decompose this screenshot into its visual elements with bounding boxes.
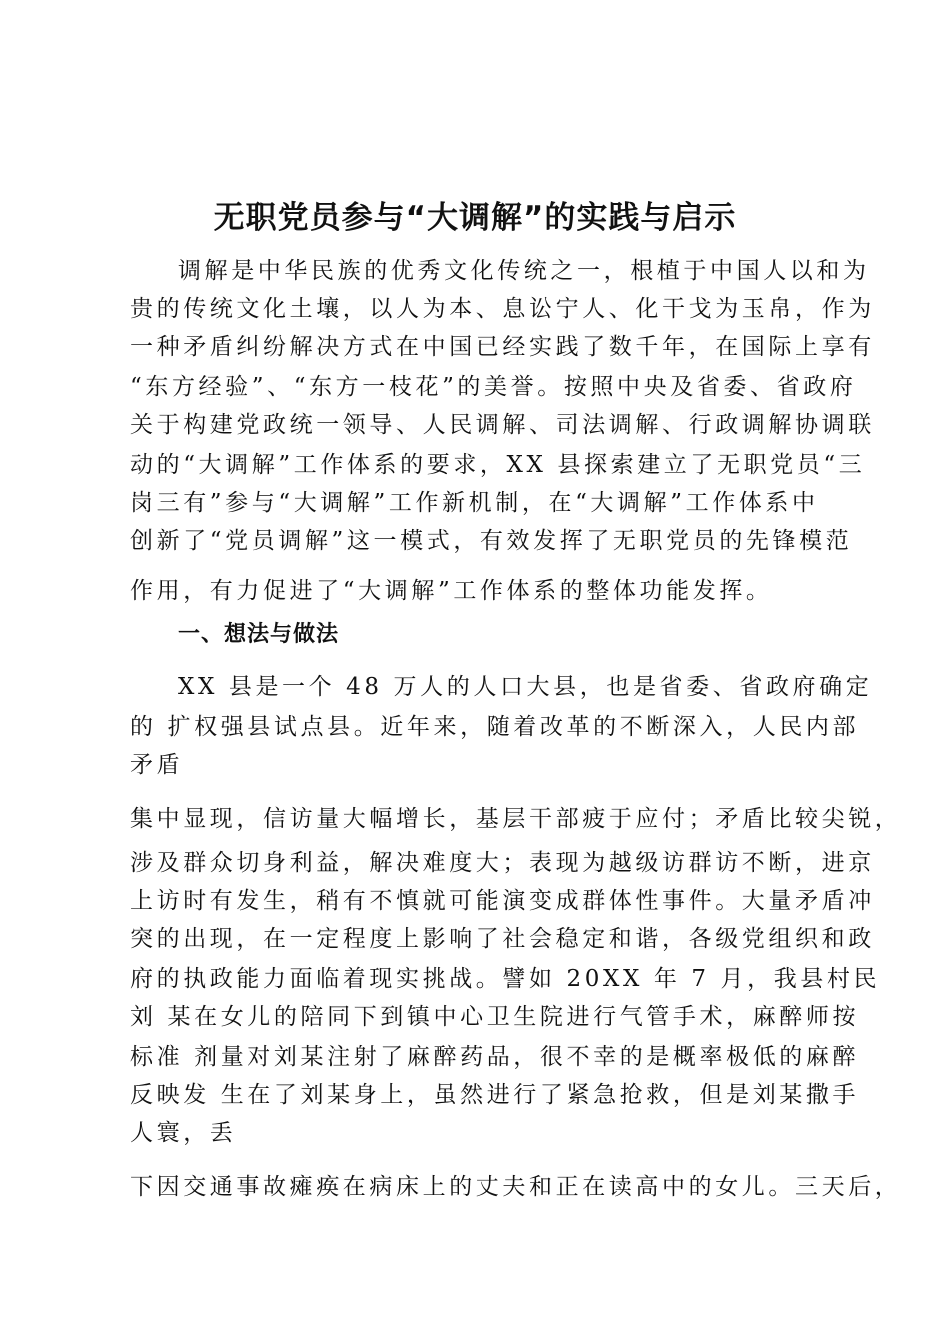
paragraph-line: 人寰，丢 <box>130 1120 237 1146</box>
paragraph-line: 反映发 生在了刘某身上，虽然进行了紧急抢救，但是刘某撒手 <box>130 1082 860 1108</box>
paragraph-line: 突的出现，在一定程度上影响了社会稳定和谐，各级党组织和政 <box>130 926 875 952</box>
paragraph-line: 调解是中华民族的优秀文化传统之一，根植于中国人以和为 <box>178 258 870 284</box>
paragraph-line: 关于构建党政统一领导、人民调解、司法调解、行政调解协调联 <box>130 412 875 438</box>
paragraph-line: 府的执政能力面临着现实挑战。譬如 20XX 年 7 月，我县村民 <box>130 966 881 992</box>
paragraph-line: 的 扩权强县试点县。近年来，随着改革的不断深入，人民内部 <box>130 714 860 740</box>
paragraph-line: 贵的传统文化土壤，以人为本、息讼宁人、化干戈为玉帛，作为 <box>130 296 875 322</box>
document-title: 无职党员参与“大调解”的实践与启示 <box>213 200 737 236</box>
paragraph-line: 标准 剂量对刘某注射了麻醉药品，很不幸的是概率极低的麻醉 <box>130 1044 860 1070</box>
paragraph-line: 作用，有力促进了“大调解”工作体系的整体功能发挥。 <box>130 578 773 604</box>
paragraph-line: 矛盾 <box>130 752 184 778</box>
paragraph-line: “东方经验”、“东方一枝花”的美誉。按照中央及省委、省政府 <box>130 374 857 400</box>
paragraph-line: 创新了“党员调解”这一模式，有效发挥了无职党员的先锋模范 <box>130 528 853 554</box>
paragraph-line: 刘 某在女儿的陪同下到镇中心卫生院进行气管手术，麻醉师按 <box>130 1004 860 1030</box>
paragraph-line: 岗三有”参与“大调解”工作新机制，在“大调解”工作体系中 <box>130 490 819 516</box>
paragraph-line: XX 县是一个 48 万人的人口大县，也是省委、省政府确定 <box>178 674 873 700</box>
paragraph-line: 集中显现，信访量大幅增长，基层干部疲于应付；矛盾比较尖锐， <box>130 806 902 832</box>
paragraph-line: 涉及群众切身利益，解决难度大；表现为越级访群访不断，进京 <box>130 850 875 876</box>
paragraph-line: 一种矛盾纠纷解决方式在中国已经实践了数千年，在国际上享有 <box>130 334 875 360</box>
section-heading: 一、想法与做法 <box>178 622 340 647</box>
paragraph-line: 动的“大调解”工作体系的要求，XX 县探索建立了无职党员“三 <box>130 452 866 478</box>
paragraph-line: 下因交通事故瘫痪在病床上的丈夫和正在读高中的女儿。三天后， <box>130 1174 902 1200</box>
paragraph-line: 上访时有发生，稍有不慎就可能演变成群体性事件。大量矛盾冲 <box>130 888 875 914</box>
